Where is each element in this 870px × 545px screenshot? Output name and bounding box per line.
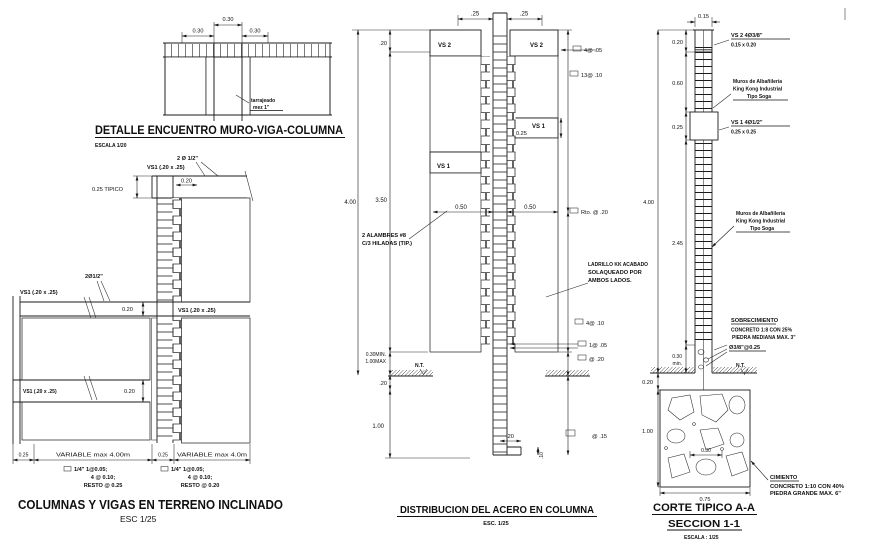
dim-label: 0.75 — [699, 497, 711, 503]
rebar-callout: 2Ø1/2" — [85, 274, 103, 280]
toothed-edge-left-wall — [481, 56, 490, 352]
drawing-title: CORTE TIPICO A-A — [653, 502, 756, 514]
note-line: CONCRETO 1:10 CON 40% — [770, 484, 845, 490]
callout: 1@ .05 — [589, 343, 608, 349]
note-line: Tipo Soga — [750, 226, 775, 232]
dim-label: 2.45 — [672, 241, 683, 247]
note-line: SOLAQUEADO POR — [588, 270, 642, 276]
stirrup-line: 4 @ 0.10; — [187, 475, 213, 481]
dim-label: .20 — [506, 434, 514, 440]
beam-label: VS1 (.20 x .25) — [178, 308, 216, 314]
toothed-edge — [173, 318, 182, 443]
dim-label: 0.20 — [181, 178, 192, 185]
ground-label: N.T. — [736, 363, 745, 369]
note-line: CIMIENTO — [770, 475, 798, 481]
note-line: tarrajeado — [251, 98, 276, 104]
brick-panel-lower-right — [182, 318, 251, 443]
note-line: Muros de Albañilería — [733, 79, 782, 85]
stirrup-line: 4 @ 0.10; — [90, 475, 116, 481]
dim-label: min. — [672, 361, 682, 367]
brick-panel-lower-left-b — [22, 402, 150, 440]
drawing-scale: ESCALA : 1/25 — [684, 535, 719, 541]
dim-label: 0.30MIN. — [365, 352, 386, 358]
brick-wall-right-upper — [515, 56, 558, 118]
drawing-title: DETALLE ENCUENTRO MURO-VIGA-COLUMNA — [95, 125, 343, 137]
dim-label: 0.20 — [672, 40, 683, 46]
dim-label: 0.50 — [455, 205, 467, 211]
note-line: King Kong Industrial — [736, 218, 786, 225]
drawing-title: DISTRIBUCION DEL ACERO EN COLUMNA — [400, 504, 595, 516]
dim-label: 0.15 — [698, 14, 709, 20]
note-line: AMBOS LADOS. — [588, 278, 632, 284]
dim-label: 0.60 — [672, 81, 683, 87]
callout: 4@ .05 — [584, 48, 603, 54]
note-line: mez 1" — [253, 105, 270, 111]
dim-label: .20 — [379, 41, 387, 47]
dim-label: 0.20 — [122, 307, 133, 313]
brick-panel-lower-left-a — [22, 318, 150, 380]
drawing-scale: ESC. 1/25 — [483, 521, 509, 527]
dim-label: .25 — [519, 11, 529, 18]
beam-label: VS 1 — [532, 124, 546, 130]
dim-label: 0.25 — [672, 125, 683, 131]
beam-label: VS 1 — [437, 164, 451, 170]
beam-label: VS 2 — [438, 43, 452, 49]
dim-label: 0.25 TIPICO — [92, 187, 123, 193]
note-line: Muros de Albañilería — [736, 211, 785, 217]
stirrup-line: RESTO @ 0.25 — [83, 483, 123, 489]
drawing-scale: ESCALA 1/20 — [95, 143, 127, 149]
dim-label: 0.20 — [124, 389, 135, 395]
stirrup-line: 1/4" 1@0.05; — [171, 467, 205, 473]
note-line: PIEDRA MEDIANA MAX. 3" — [732, 335, 796, 341]
rebar-callout: 2 Ø 1/2" — [177, 156, 198, 162]
note-line: CONCRETO 1:8 CON 25% — [731, 327, 793, 334]
brick-wall-left — [165, 57, 206, 115]
drawing-scale: ESC 1/25 — [120, 514, 157, 524]
mortar-hatch-left — [206, 57, 214, 115]
callout: @ .15 — [592, 434, 608, 440]
dim-label: 0.25 — [158, 452, 168, 459]
brick-wall-left-lower — [430, 173, 481, 352]
dim-label: 0.50 — [524, 205, 536, 211]
note-line: C/3 HILADAS (TIP.) — [362, 241, 412, 247]
dim-label: 1.00 — [642, 429, 653, 435]
note-line: LADRILLO KK ACABADO — [588, 262, 649, 268]
dim-label: 0.30 — [222, 17, 234, 23]
dim-label: .10 — [539, 452, 545, 459]
note-line: 0.25 x 0.25 — [731, 129, 757, 136]
beam-vs1-section — [690, 112, 718, 140]
drawing-subtitle: SECCION 1-1 — [668, 519, 741, 530]
callout: @ .20 — [589, 357, 605, 363]
stirrup-line: RESTO @ 0.20 — [180, 483, 220, 489]
note-line: SOBRECIMIENTO — [731, 318, 779, 324]
note-line: 2 ALAMBRES #8 — [362, 233, 406, 239]
dim-label: 0.25 — [516, 131, 527, 137]
callout: 13@ .10 — [581, 73, 603, 79]
column-rebar-ladder — [493, 13, 507, 455]
dim-label: 0.30 — [192, 28, 204, 35]
dim-label: 3.50 — [375, 198, 387, 204]
beam-label: VS1 (.20 x .25) — [23, 389, 57, 395]
beam-label: VS1 (.20 x .25) — [147, 165, 185, 171]
note-line: Tipo Soga — [747, 94, 772, 100]
mortar-hatch-right — [242, 57, 250, 115]
note-line: PIEDRA GRANDE MAX. 6" — [770, 491, 842, 497]
toothed-edge — [173, 198, 182, 302]
slab-tick-band — [163, 43, 332, 57]
dim-label: 0.25 — [18, 452, 29, 459]
dim-label: 4.00 — [344, 200, 356, 206]
dim-label: 1.00MAX — [365, 359, 386, 365]
dim-label: 0.20 — [642, 380, 653, 386]
stirrup-line: 1/4" 1@0.05; — [74, 467, 108, 473]
beam-label: VS 2 — [530, 43, 544, 49]
dim-label: 1.00 — [372, 424, 384, 430]
note-line: VS 1 4Ø1/2" — [731, 120, 763, 126]
note-line: 0.15 x 0.20 — [731, 42, 757, 49]
dim-label: VARIABLE max 4.00m — [56, 452, 130, 459]
dim-label: 0.30 — [672, 354, 682, 360]
dim-label: .25 — [470, 11, 480, 18]
brick-panel-upper — [182, 198, 251, 302]
callout: 4@ .10 — [586, 321, 605, 327]
brick-wall-right-lower — [515, 138, 558, 352]
note-line: VS 2 4Ø3/8" — [731, 33, 763, 39]
brick-wall-left-upper — [430, 56, 481, 152]
callout: Rto. @ .20 — [581, 210, 608, 216]
cyclopean-footing — [660, 390, 750, 487]
drawing-title: COLUMNAS Y VIGAS EN TERRENO INCLINADO — [18, 497, 283, 512]
dim-label: 0.30 — [701, 448, 711, 454]
ground-label: N.T. — [415, 363, 424, 369]
note-line: Ø3/8"@0.25 — [729, 345, 761, 351]
dim-label: .20 — [379, 381, 387, 387]
note-line: King Kong Industrial — [733, 86, 783, 93]
dim-label: VARIABLE max 4.0m — [177, 452, 247, 459]
toothed-edge-right-wall — [508, 56, 516, 352]
dim-label: 0.30 — [249, 28, 261, 35]
beam-label: VS1 (.20 x .25) — [20, 290, 58, 296]
dim-label: 4.00 — [643, 200, 654, 206]
